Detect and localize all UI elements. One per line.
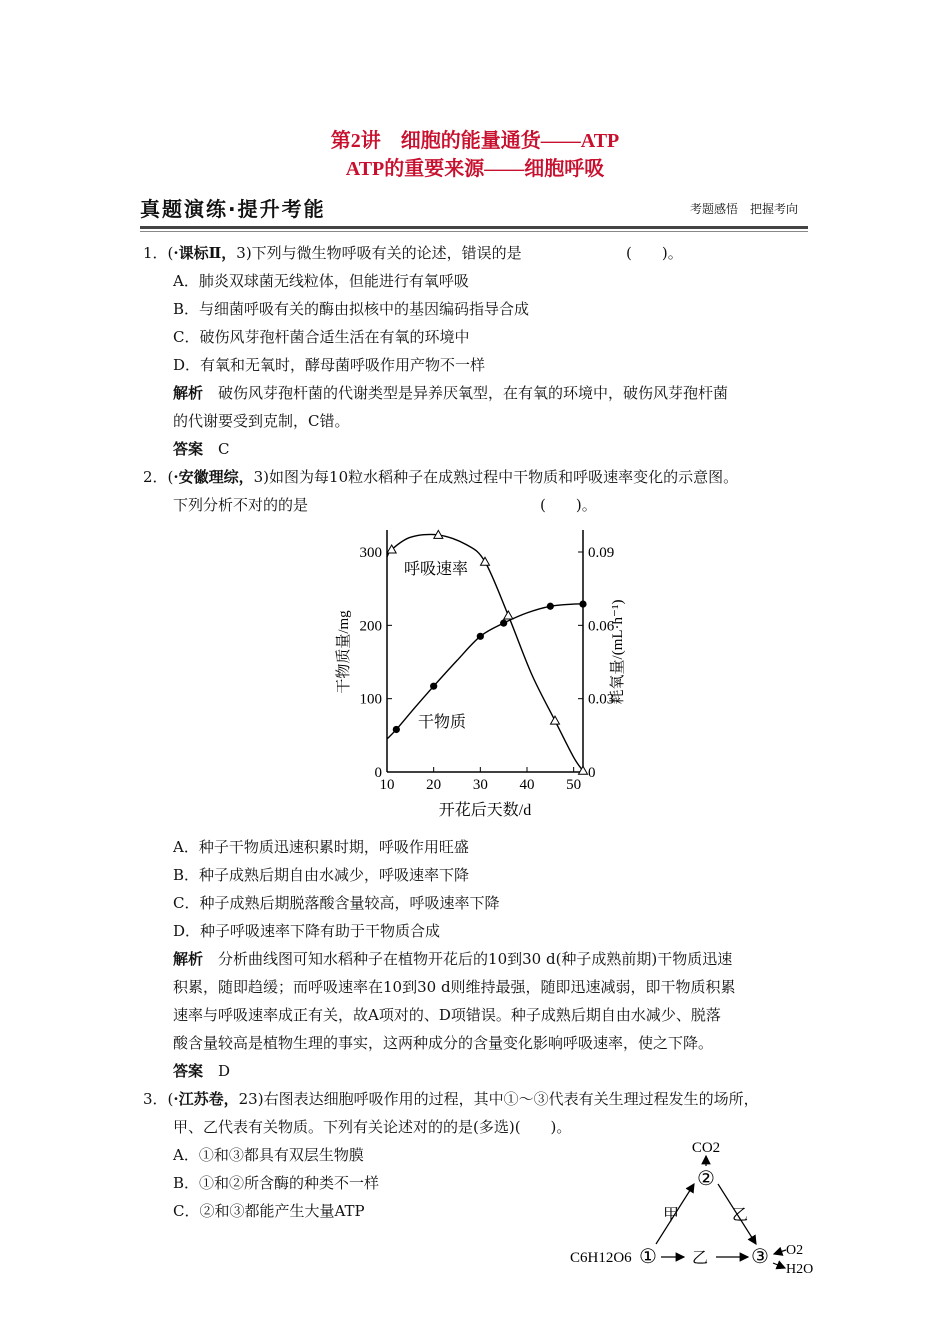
question-2-stem-line2: 下列分析不对的的是 [173,496,309,514]
dry-matter-respiration-chart [330,522,630,832]
q1-option-d: D．有氧和无氧时，酵母菌呼吸作用产物不一样 [173,356,486,374]
page-title-line1: 第2讲 细胞的能量通货——ATP [330,130,620,152]
q1-option-c: C．破伤风芽孢杆菌合适生活在有氧的环境中 [173,328,470,346]
q2-option-d: D．种子呼吸速率下降有助于干物质合成 [173,922,441,940]
dry-matter-point [477,633,484,640]
arrow-o2-to-node3 [774,1250,786,1254]
page-title-line2: ATP的重要来源——细胞呼吸 [345,158,605,180]
x-axis-label: 开花后天数/d [438,802,532,819]
x-tick-label: 50 [566,777,582,793]
y-axis-left-label: 干物质量/mg [336,610,352,694]
q2-analysis-line3: 速率与呼吸速率成正有关，故A项对的、D项错误。种子成熟后期自由水减少、脱落 [173,1006,721,1024]
glucose-label: C6H12O6 [570,1250,632,1266]
respiration-point [551,716,560,724]
yi-bottom-label: 乙 [691,1250,709,1267]
q2-answer: 答案 D [173,1062,231,1080]
q2-analysis-line2: 积累，随即趋缓；而呼吸速率在10到30 d则维持最强，随即迅速减弱，即干物质积累 [173,978,736,996]
y-left-tick-label: 0 [374,765,382,781]
question-3-stem-line2: 甲、乙代表有关物质。下列有关论述对的的是(多选)( )。 [173,1118,572,1136]
q1-analysis-line2: 的代谢要受到克制，C错。 [173,412,350,430]
q1-analysis-line1: 解析 破伤风芽孢杆菌的代谢类型是异养厌氧型，在有氧的环境中，破伤风芽孢杆菌 [173,384,729,402]
section-banner [140,194,808,224]
jia-label: 甲 [662,1207,680,1224]
y-right-tick-label: 0 [588,765,596,781]
respiration-pathway-diagram [560,1132,830,1282]
dry-matter-point [393,726,400,733]
y-right-tick-label: 0.06 [588,618,615,635]
node-1: ① [639,1246,657,1268]
y-left-tick-label: 100 [359,691,382,708]
q3-option-c: C．②和③都能产生大量ATP [173,1202,365,1220]
x-tick-label: 20 [426,777,442,793]
banner-rule [140,226,808,229]
banner-rule-thin [140,231,808,232]
y-right-tick-label: 0.09 [588,545,615,561]
arrow-node3-to-h2o [773,1263,785,1268]
co2-label: CO2 [691,1140,721,1156]
x-tick-label: 10 [379,777,395,793]
node-3: ③ [751,1246,769,1268]
y-axis-right-label: 耗氧量/(mL·h⁻¹) [610,599,626,705]
question-2-stem: 2．(·安徽理综，3)如图为每10粒水稻种子在成熟过程中干物质和呼吸速率变化的示意图。 [143,468,739,486]
q1-answer: 答案 C [173,440,230,458]
q2-option-c: C．种子成熟后期脱落酸含量较高，呼吸速率下降 [173,894,500,912]
node-2: ② [697,1168,715,1190]
q1-option-a: A．肺炎双球菌无线粒体，但能进行有氧呼吸 [173,272,469,290]
y-right-tick-label: 0.03 [588,691,615,708]
respiration-point [481,557,490,565]
dry-matter-series-label: 干物质 [418,714,467,731]
h2o-label: H2O [786,1262,814,1277]
banner-subtitle: 考题感悟 把握考向 [689,202,798,216]
o2-label: O2 [786,1243,804,1258]
question-2-paren: ( )。 [540,496,597,514]
x-tick-label: 40 [519,777,535,793]
q2-analysis-line1: 解析 分析曲线图可知水稻种子在植物开花后的10到30 d(种子成熟前期)干物质迅速 [173,950,733,968]
y-left-tick-label: 300 [359,545,382,561]
dry-matter-point [430,683,437,690]
question-1-stem: 1．(·课标Ⅱ，3)下列与微生物呼吸有关的论述，错误的是 [143,244,522,262]
respiration-point [504,611,513,619]
dry-matter-point [500,620,507,627]
q2-option-a: A．种子干物质迅速积累时期，呼吸作用旺盛 [173,838,469,856]
dry-matter-point [547,603,554,610]
q3-option-b: B．①和②所含酶的种类不一样 [173,1174,380,1192]
y-left-tick-label: 200 [359,618,382,635]
yi-right-label: 乙 [731,1207,749,1224]
q2-analysis-line4: 酸含量较高是植物生理的事实，这两种成分的含量变化影响呼吸速率，使之下降。 [173,1034,714,1052]
dry-matter-point [579,600,586,607]
respiration-series-label: 呼吸速率 [404,561,469,578]
q1-option-b: B．与细菌呼吸有关的酶由拟核中的基因编码指导合成 [173,300,530,318]
banner-title: 真题演练·提升考能 [140,197,326,221]
q2-option-b: B．种子成熟后期自由水减少，呼吸速率下降 [173,866,470,884]
question-3-stem: 3．(·江苏卷，23)右图表达细胞呼吸作用的过程，其中①～③代表有关生理过程发生的场所， [143,1090,759,1108]
x-tick-label: 30 [472,777,488,793]
q3-option-a: A．①和③都具有双层生物膜 [173,1146,364,1164]
question-1-paren: ( )。 [626,244,683,262]
